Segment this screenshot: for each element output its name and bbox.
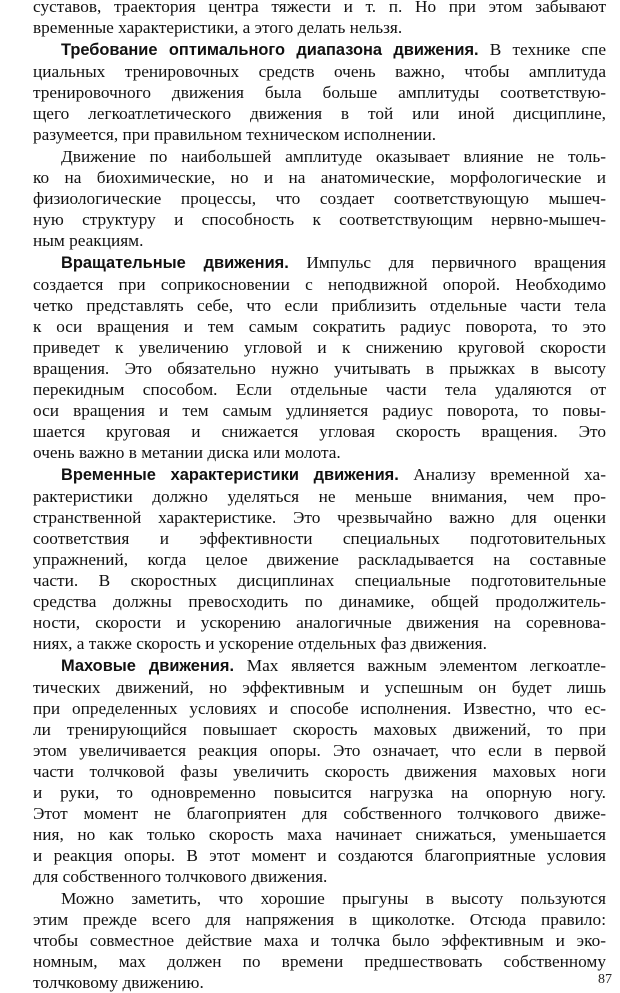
text-line: этом увеличивается реакция опоры. Это означает, что если в первой xyxy=(33,741,606,760)
text-line: щего легкоатлетического движения в той или иной дисциплине, xyxy=(33,104,606,123)
text-line: части толчковой фазы увеличить скорость движения маховых ноги xyxy=(33,762,606,781)
text-line: тренировочного движения была больше амплитуды соответствую- xyxy=(33,83,606,102)
text-line: шается круговая и снижается угловая скорость вращения. Это xyxy=(33,422,606,441)
paragraph-amplitude-2 xyxy=(33,146,606,251)
text-line xyxy=(33,464,606,486)
text-line: Этот момент не благоприятен для собственного толчкового движе- xyxy=(33,804,606,823)
paragraph-amplitude xyxy=(33,39,606,145)
text-line: средства должны превосходить по динамике, общей продолжитель- xyxy=(33,592,606,611)
text-line: этим прежде всего для напряжения в щиколотке. Отсюда правило: xyxy=(33,910,606,929)
text-fragment: В технике спе xyxy=(478,40,606,59)
text-line: тических движений, но эффективным и успешным он будет лишь xyxy=(33,678,606,697)
text-line: суставов, траектория центра тяжести и т. п. Но при этом забывают xyxy=(33,0,606,16)
text-line xyxy=(33,655,606,677)
text-line: вращения. Это обязательно нужно учитывать в прыжках в высоту xyxy=(33,359,606,378)
text-line: странственной характеристике. Это чрезвычайно важно для оценки xyxy=(33,508,606,527)
paragraph-rotation xyxy=(33,252,606,463)
text-line: очень важно в метании диска или молота. xyxy=(33,443,341,462)
text-line: и реакция опоры. В этот момент и создаются благоприятные условия xyxy=(33,846,606,865)
section-heading: Требование оптимального диапазона движения. xyxy=(61,41,479,59)
text-line xyxy=(33,252,606,274)
text-line: соответствия и эффективности специальных подготовительных xyxy=(33,529,606,548)
text-line: ным реакциям. xyxy=(33,231,144,250)
text-line: части. В скоростных дисциплинах специальные подготовительные xyxy=(33,571,606,590)
text-line: рактеристики должно уделяться не меньше внимания, чем про- xyxy=(33,487,606,506)
text-line: ко на биохимические, но и на анатомические, морфологические и xyxy=(33,168,606,187)
paragraph-timing xyxy=(33,464,606,654)
section-heading: Маховые движения. xyxy=(61,657,235,675)
text-fragment: Импульс для первичного вращения xyxy=(288,253,606,272)
book-page xyxy=(33,0,606,992)
text-fragment: Анализу временной ха- xyxy=(398,465,606,484)
paragraph-swing xyxy=(33,655,606,887)
text-line: и руки, то одновременно повысится нагрузка на опорную ногу. xyxy=(33,783,606,802)
text-line: чтобы совместное действие маха и толчка было эффективным и эко- xyxy=(33,931,606,950)
text-line: приведет к увеличению угловой и к снижению круговой скорости xyxy=(33,338,606,357)
section-heading: Временные характеристики движения. xyxy=(61,466,399,484)
text-line: ния, но как только скорость маха начинает снижаться, уменьшается xyxy=(33,825,606,844)
section-heading: Вращательные движения. xyxy=(61,254,289,272)
paragraph-intro xyxy=(33,0,606,38)
text-line: при определенных условиях и способе исполнения. Известно, что ес- xyxy=(33,699,606,718)
text-line: физиологические процессы, что создает соответствующую мышеч- xyxy=(33,189,606,208)
text-line: для собственного толчкового движения. xyxy=(33,867,328,886)
text-line: Можно заметить, что хорошие прыгуны в высоту пользуются xyxy=(61,889,606,908)
paragraph-conclusion xyxy=(33,888,606,993)
text-line: к оси вращения и тем самым сократить радиус поворота, то это xyxy=(33,317,606,336)
text-line: циальных тренировочных средств очень важно, чтобы амплитуда xyxy=(33,62,606,81)
text-line: четко представлять себе, что если приблизить отдельные части тела xyxy=(33,296,606,315)
text-line: упражнений, когда целое движение раскладывается на составные xyxy=(33,550,606,569)
text-line: Движение по наибольшей амплитуде оказывает влияние не толь- xyxy=(61,147,606,166)
text-line: ли тренирующийся повышает скорость маховых движений, то при xyxy=(33,720,606,739)
text-line: разумеется, при правильном техническом исполнении. xyxy=(33,125,437,144)
text-line: ниях, а также скорость и ускорение отдельных фаз движения. xyxy=(33,634,487,653)
text-line: номным, мах должен по времени предшествовать собственному xyxy=(33,952,606,971)
text-line: временные характеристики, а этого делать нельзя. xyxy=(33,18,403,37)
text-line: оси вращения и тем самым удлиняется радиус поворота, то повы- xyxy=(33,401,606,420)
text-line: ности, скорости и ускорению аналогичные движения на соревнова- xyxy=(33,613,606,632)
text-line xyxy=(33,39,606,61)
text-fragment: Мах является важным элементом легкоатле- xyxy=(234,656,606,675)
page-number: 87 xyxy=(598,972,612,987)
text-line: создается при соприкосновении с неподвижной опорой. Необходимо xyxy=(33,275,606,294)
text-line: толчковому движению. xyxy=(33,973,204,992)
text-line: перекидным способом. Если отдельные части тела удаляются от xyxy=(33,380,606,399)
text-line: ную структуру и способность к соответствующим нервно-мышеч- xyxy=(33,210,606,229)
